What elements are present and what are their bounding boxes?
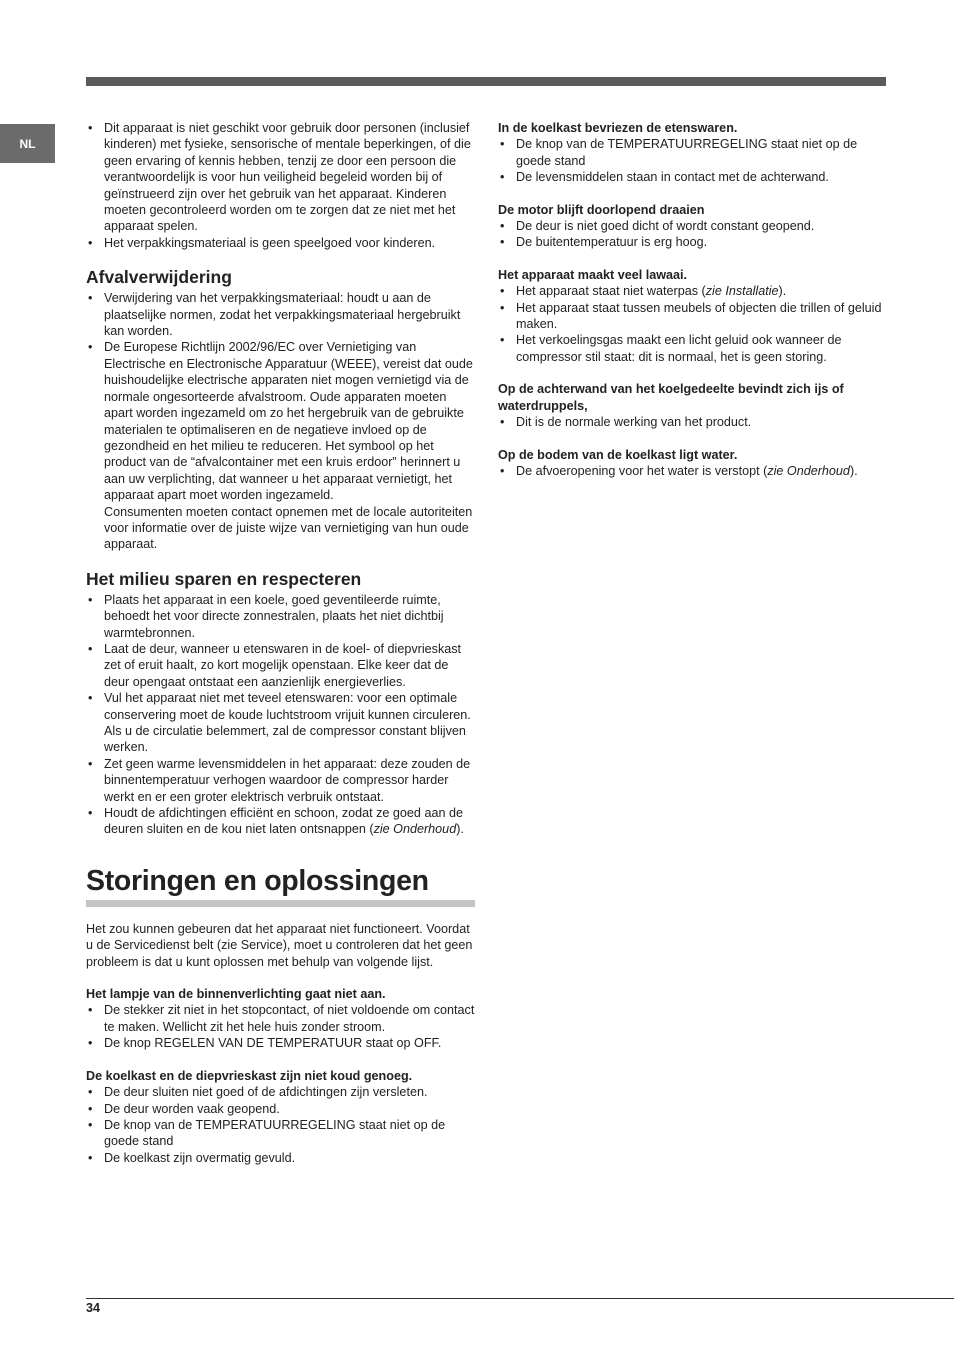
list-item: • Verwijdering van het verpakkingsmateriaal: houdt u aan de plaatselijke normen, zodat het verpakkingsmateriaal hergebruikt kan worden. (86, 290, 475, 339)
list-item (498, 463, 886, 479)
problem-heading-motor: De motor blijft doorlopend draaien (498, 202, 705, 217)
list-item: • Het apparaat staat tussen meubels of objecten die trillen of geluid maken. (498, 300, 886, 333)
list-item-end: ). (778, 284, 787, 299)
problem-heading-water: Op de bodem van de koelkast ligt water. (498, 447, 738, 462)
section-title: Storingen en oplossingen (86, 864, 429, 897)
list-item: • De koelkast zijn overmatig gevuld. (86, 1150, 475, 1166)
intro-bullet-list (86, 120, 475, 251)
water-list (498, 463, 886, 479)
list-item: • De deur sluiten niet goed of de afdichtingen zijn versleten. (86, 1084, 475, 1100)
header-bar (86, 77, 886, 86)
list-item: • Het verpakkingsmateriaal is geen speelgoed voor kinderen. (86, 235, 475, 251)
list-item: • Laat de deur, wanneer u etenswaren in de koel- of diepvrieskast zet of eruit haalt, zo kort mogelijk openstaan. Elke keer dat de deur opengaat ontstaat een aanzienlijk energieverlies. (86, 641, 475, 690)
milieu-list (86, 592, 475, 838)
list-item: • De knop van de TEMPERATUURREGELING staat niet op de goede stand (498, 136, 886, 169)
list-item: • De knop van de TEMPERATUURREGELING staat niet op de goede stand (86, 1117, 475, 1150)
motor-list (498, 218, 886, 251)
problem-heading-lawaai: Het apparaat maakt veel lawaai. (498, 267, 688, 282)
list-item (498, 283, 886, 299)
milieu-heading: Het milieu sparen en respecteren (86, 568, 362, 589)
right-column (498, 120, 886, 479)
section-intro: Het zou kunnen gebeuren dat het apparaat niet functioneert. Voordat u de Servicedienst belt (zie Service), moet u controleren dat het geen probleem is dat u kunt oplossen met behulp van volgende lijst. (86, 921, 473, 969)
koud-list (86, 1084, 475, 1166)
afvalverwijdering-list (86, 290, 475, 553)
language-tab: NL (0, 124, 55, 163)
problem-heading-ijs: Op de achterwand van het koelgedeelte bevindt zich ijs of waterdruppels, (498, 382, 844, 413)
list-item: • Dit is de normale werking van het product. (498, 414, 886, 430)
list-item-text: De afvoeropening voor het water is verstopt ( (516, 463, 768, 478)
list-item (86, 805, 475, 838)
list-item-end: ). (849, 463, 858, 478)
problem-heading-lampje: Het lampje van de binnenverlichting gaat niet aan. (86, 987, 386, 1002)
bevriezen-list (498, 136, 886, 185)
list-item: • Dit apparaat is niet geschikt voor gebruik door personen (inclusief kinderen) met fysieke, sensorische of mentale beperkingen, of die geen ervaring of kennis hebben, tenzij ze door een persoon die verantwoordelijk is voor hun veiligheid begeleid worden bij of geïnstrueerd zijn over het gebruik van het apparaat. Kinderen moeten gecontroleerd worden om te zorgen dat ze niet met het apparaat spelen. (86, 120, 475, 235)
afvalverwijdering-heading: Afvalverwijdering (86, 267, 232, 288)
lawaai-list (498, 283, 886, 365)
ijs-list (498, 414, 886, 430)
list-item: • De deur worden vaak geopend. (86, 1101, 475, 1117)
cross-reference: zie Installatie (705, 284, 779, 299)
lampje-list (86, 1002, 475, 1051)
list-item-end: ). (456, 822, 464, 837)
list-item: • Het verkoelingsgas maakt een licht geluid ook wanneer de compressor stil staat: dit is normaal, het is geen storing. (498, 332, 886, 365)
list-item-text: Houdt de afdichtingen efficiënt en schoon, zodat ze goed aan de deuren sluiten en de kou niet laten ontsnappen ( (104, 806, 463, 837)
footer-rule (86, 1298, 954, 1299)
cross-reference: zie Onderhoud (767, 463, 850, 478)
list-item-text: Het apparaat staat niet waterpas ( (516, 284, 706, 299)
list-item (86, 339, 475, 552)
list-item: • Zet geen warme levensmiddelen in het apparaat: deze zouden de binnentemperatuur verhogen waardoor de compressor harder werkt en er een groter elektrisch verbruik ontstaat. (86, 756, 475, 805)
list-item-extra: Consumenten moeten contact opnemen met de locale autoriteiten voor informatie over de juiste wijze van vernietiging van hun oude apparaat. (104, 504, 473, 552)
list-item-text: De Europese Richtlijn 2002/96/EC over Vernietiging van Electrische en Electronische Apparatuur (WEEE), vereist dat oude huishoudelijke electrische apparaten niet mogen vernietigd via de normale ongesorteerde afvalstroom. Oude apparaten moeten apart worden ingezameld om zo het hergebruik van de gebruikte materialen te optimaliseren en de negatieve invloed op de gezondheid en het milieu te reduceren. Het symbool op het product van de “afvalcontainer met een kruis erdoor” herinnert u aan uw verplichting, dat wanneer u het apparaat vernietigt, het apparaat apart moet worden ingezameld. (104, 340, 473, 503)
list-item: • De stekker zit niet in het stopcontact, of niet voldoende om contact te maken. Wellicht zit het hele huis zonder stroom. (86, 1002, 475, 1035)
problem-heading-koud: De koelkast en de diepvrieskast zijn niet koud genoeg. (86, 1068, 413, 1083)
left-column (86, 120, 475, 1166)
list-item: • De buitentemperatuur is erg hoog. (498, 234, 886, 250)
list-item: • Plaats het apparaat in een koele, goed geventileerde ruimte, behoedt het voor directe zonnestralen, plaats het niet dichtbij warmtebronnen. (86, 592, 475, 641)
title-underline (86, 900, 475, 907)
cross-reference: zie Onderhoud (373, 822, 457, 837)
list-item: • Vul het apparaat niet met teveel etenswaren: voor een optimale conservering moet de koude luchtstroom vrijuit kunnen circuleren. Als u de circulatie belemmert, zal de compressor constant blijven werken. (86, 690, 475, 756)
page-number: 34 (86, 1301, 101, 1315)
problem-heading-bevriezen: In de koelkast bevriezen de etenswaren. (498, 121, 738, 135)
list-item: • De deur is niet goed dicht of wordt constant geopend. (498, 218, 886, 234)
list-item: • De levensmiddelen staan in contact met de achterwand. (498, 169, 886, 185)
list-item: • De knop REGELEN VAN DE TEMPERATUUR staat op OFF. (86, 1035, 475, 1051)
